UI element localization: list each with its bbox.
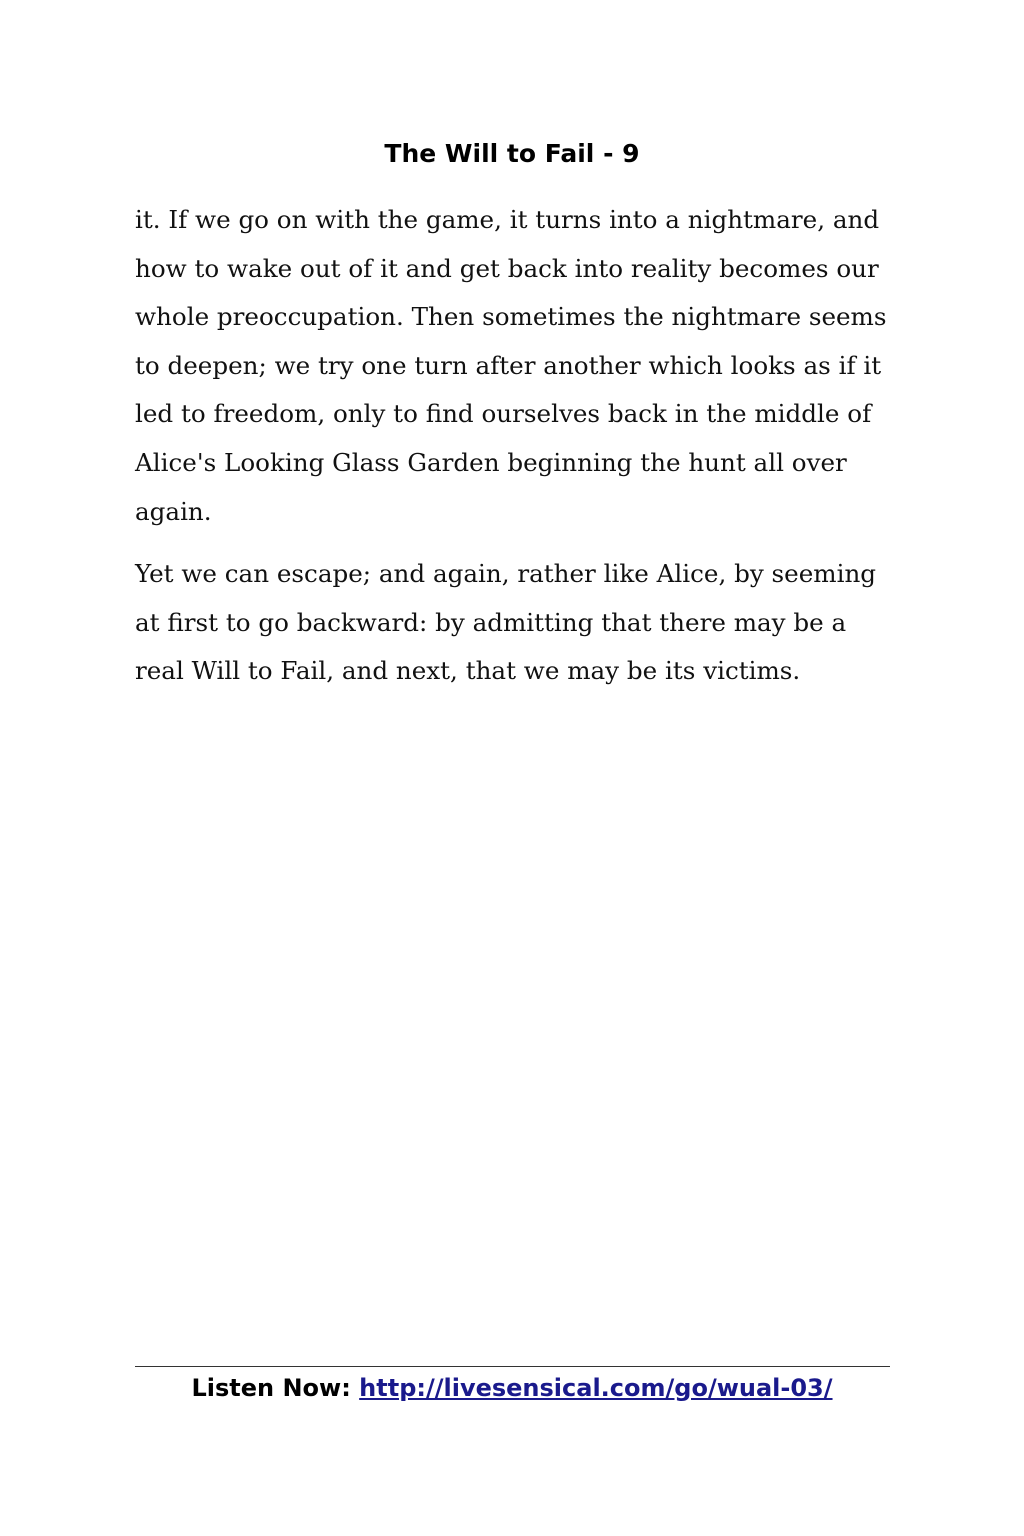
text-line: how to wake out of it and get back into reality becomes our	[135, 253, 879, 283]
text-line: real Will to Fail, and next, that we may be its victims.	[135, 656, 801, 686]
text-line: Yet we can escape; and again, rather like Alice, by seeming	[135, 559, 877, 589]
text-line: to deepen; we try one turn after another which looks as if it	[135, 350, 882, 380]
body-text	[135, 196, 895, 696]
text-line: whole preoccupation. Then sometimes the nightmare seems	[135, 302, 887, 332]
listen-now-link[interactable]: http://livesensical.com/go/wual-03/	[359, 1374, 833, 1402]
page-title: The Will to Fail - 9	[384, 139, 640, 168]
text-line: Alice's Looking Glass Garden beginning the hunt all over	[135, 447, 847, 477]
paragraph	[135, 550, 895, 696]
text-line: led to freedom, only to find ourselves back in the middle of	[135, 399, 872, 429]
footer-divider	[135, 1366, 890, 1367]
text-line: it. If we go on with the game, it turns into a nightmare, and	[135, 205, 880, 234]
text-line: again.	[135, 496, 212, 526]
footer-label: Listen Now:	[191, 1374, 360, 1402]
text-line: at first to go backward: by admitting that there may be a	[135, 607, 847, 637]
paragraph	[135, 196, 895, 536]
footer	[0, 1370, 1024, 1406]
